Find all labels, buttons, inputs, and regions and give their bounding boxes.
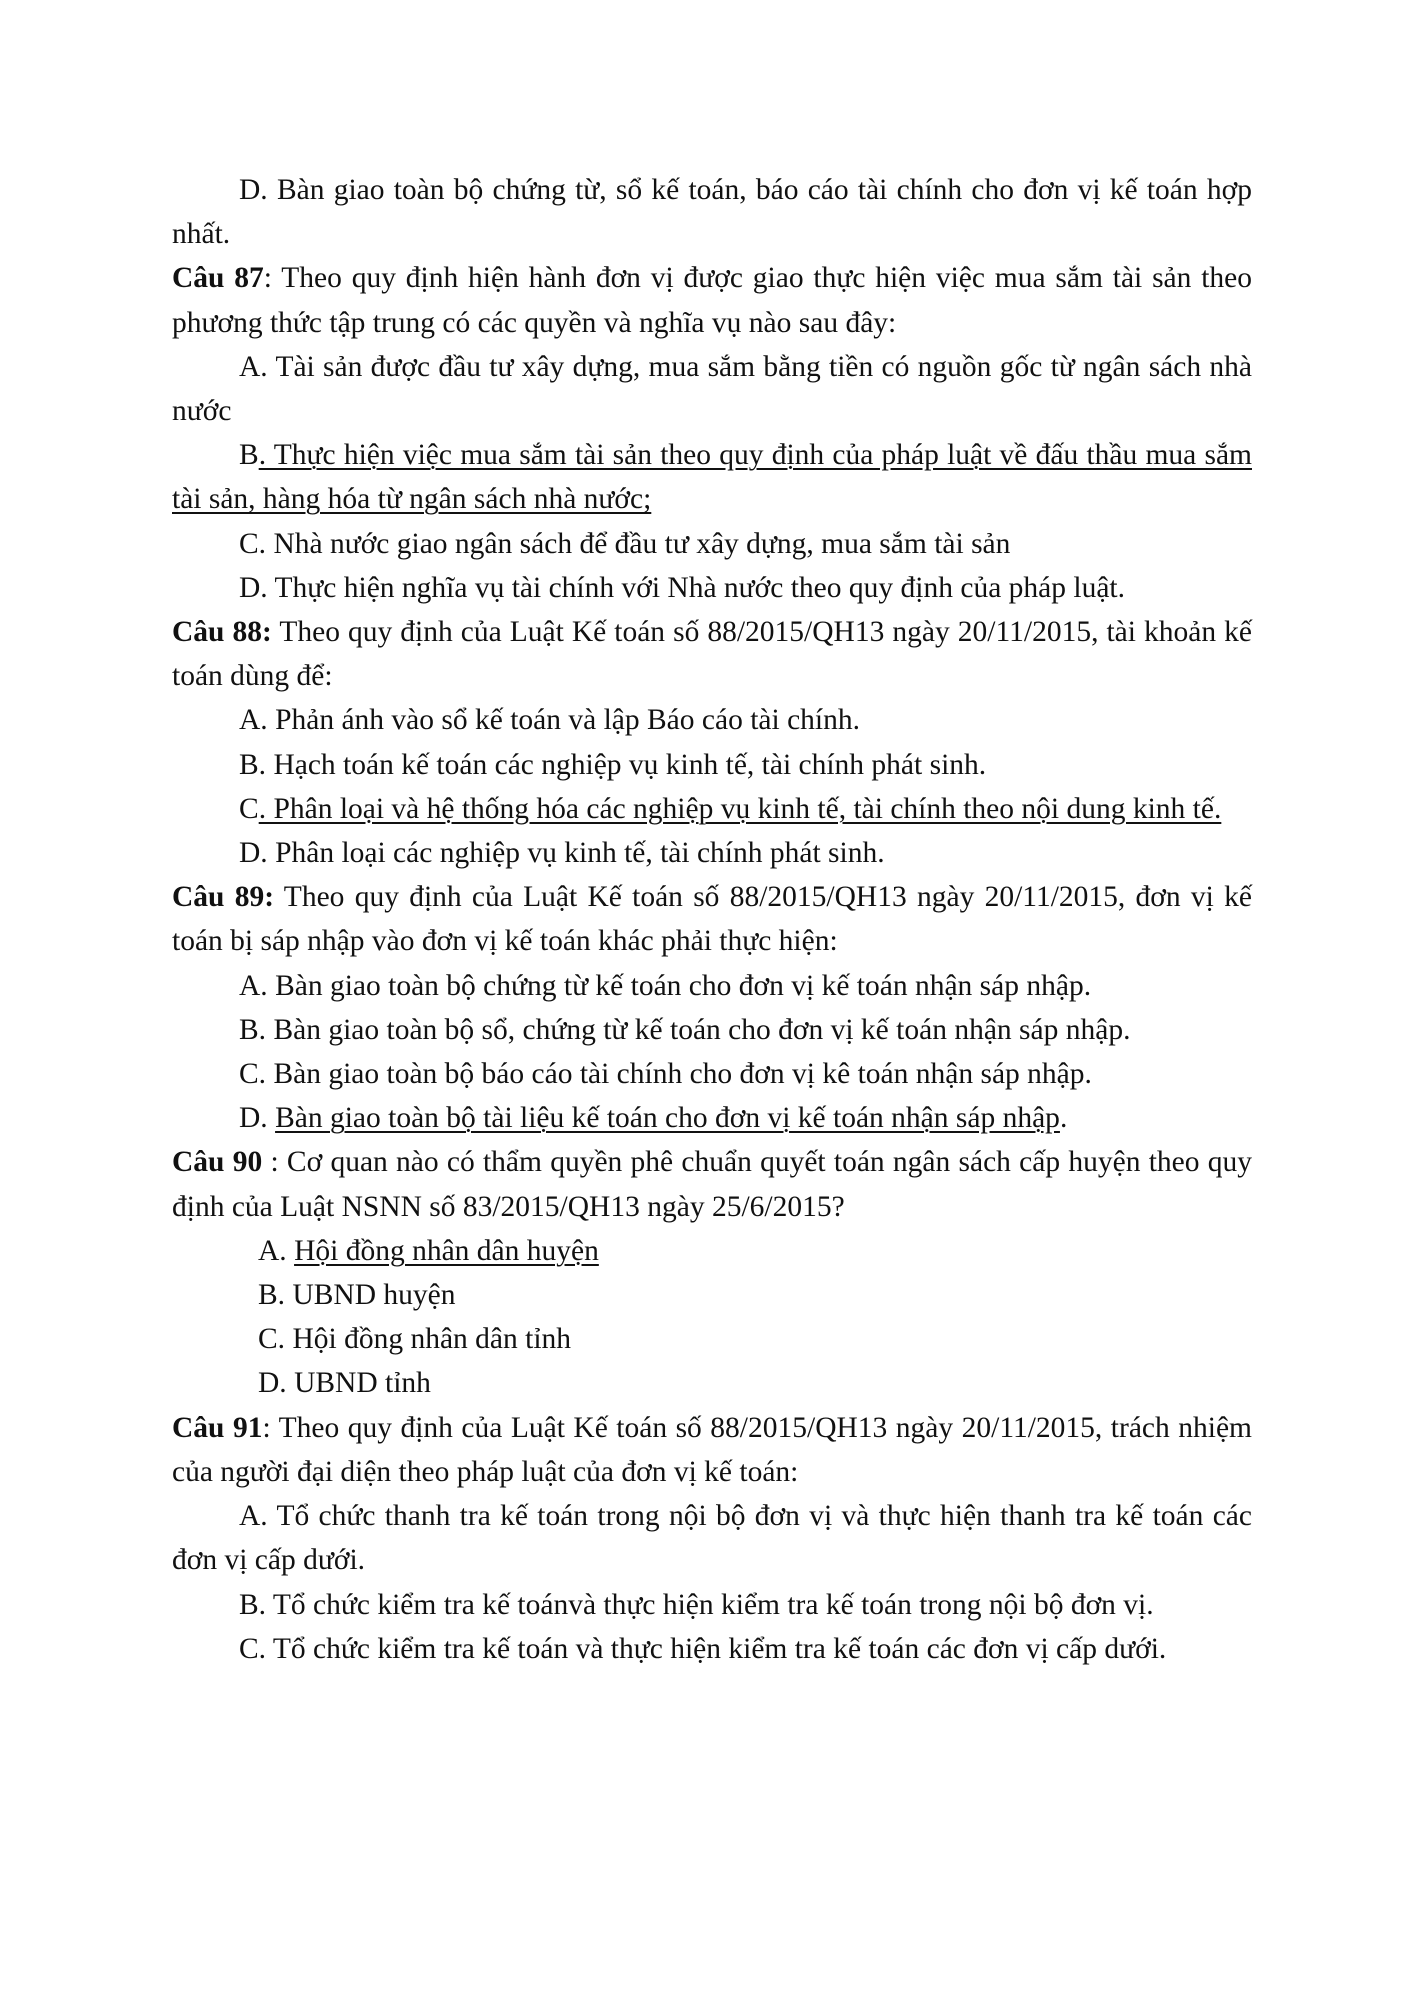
option-text-correct: Hội đồng nhân dân huyện (294, 1234, 599, 1267)
question-label: Câu 89: (172, 881, 275, 914)
question-88-option-d (172, 831, 1252, 875)
question-87-option-b (172, 433, 1252, 521)
question-90 (172, 1140, 1252, 1228)
question-89-option-b (172, 1008, 1252, 1052)
question-87 (172, 256, 1252, 344)
option-letter: A. (239, 969, 276, 1002)
question-87-option-a (172, 345, 1252, 433)
option-text: Phản ánh vào sổ kế toán và lập Báo cáo tài chính. (275, 704, 860, 737)
option-text: Bàn giao toàn bộ sổ, chứng từ kế toán cho đơn vị kế toán nhận sáp nhập. (273, 1013, 1131, 1046)
option-letter: D. (239, 837, 276, 870)
question-label: Câu 88: (172, 616, 272, 649)
question-88 (172, 610, 1252, 698)
question-88-option-b (172, 743, 1252, 787)
option-letter: D. (239, 174, 277, 206)
question-prompt: Theo quy định của Luật Kế toán số 88/2015/QH13 ngày 20/11/2015, tài khoản kế toán dùng để: (172, 616, 1252, 693)
option-letter: D. (258, 1367, 295, 1400)
option-text: Tài sản được đầu tư xây dựng, mua sắm bằng tiền có nguồn gốc từ ngân sách nhà nước (172, 350, 1252, 428)
option-letter: C. (239, 1058, 274, 1091)
question-90-option-c (172, 1317, 1252, 1361)
option-letter: B. (258, 1279, 293, 1312)
option-text: Nhà nước giao ngân sách để đầu tư xây dựng, mua sắm tài sản (273, 527, 1011, 560)
option-text-correct: Bàn giao toàn bộ tài liệu kế toán cho đơn vị kế toán nhận sáp nhập (275, 1102, 1060, 1135)
option-letter: C. (258, 1323, 293, 1356)
question-91 (172, 1406, 1252, 1494)
question-prompt: : Theo quy định hiện hành đơn vị được giao thực hiện việc mua sắm tài sản theo phương thức tập trung có các quyền và nghĩa vụ nào sau đây: (172, 262, 1253, 339)
option-text: Tổ chức thanh tra kế toán trong nội bộ đơn vị và thực hiện thanh tra kế toán các đơn vị cấp dưới. (172, 1500, 1252, 1577)
option-text: Tổ chức kiểm tra kế toánvà thực hiện kiểm tra kế toán trong nội bộ đơn vị. (272, 1588, 1154, 1621)
option-letter: A. (258, 1234, 295, 1267)
question-88-option-c (172, 787, 1252, 831)
option-letter: A. (239, 704, 276, 737)
option-text: Bàn giao toàn bộ chứng từ, sổ kế toán, báo cáo tài chính cho đơn vị kế toán hợp nhất. (172, 174, 1252, 251)
question-89-option-c (172, 1052, 1252, 1096)
option-letter: B (239, 439, 259, 472)
question-prompt: : Cơ quan nào có thẩm quyền phê chuẩn quyết toán ngân sách cấp huyện theo quy định của Luật NSNN số 83/2015/QH13 ngày 25/6/2015? (172, 1146, 1252, 1223)
option-letter: C. (239, 527, 274, 560)
option-letter: C. (239, 1632, 273, 1665)
question-87-option-c (172, 522, 1252, 566)
option-text: UBND tỉnh (294, 1367, 431, 1400)
question-90-option-b (172, 1273, 1252, 1317)
option-text: Phân loại các nghiệp vụ kinh tế, tài chính phát sinh. (275, 837, 885, 870)
question-prompt: Theo quy định của Luật Kế toán số 88/2015/QH13 ngày 20/11/2015, đơn vị kế toán bị sáp nhập vào đơn vị kế toán khác phải thực hiện: (172, 881, 1252, 958)
option-letter: C (239, 792, 259, 825)
option-trail: . (1059, 1102, 1068, 1135)
option-text: UBND huyện (292, 1279, 456, 1312)
question-91-option-b (172, 1583, 1252, 1627)
option-text: Bàn giao toàn bộ chứng từ kế toán cho đơn vị kế toán nhận sáp nhập. (275, 969, 1092, 1002)
option-letter: A. (239, 1500, 277, 1533)
option-letter: B. (239, 748, 274, 781)
option-text-correct: . Thực hiện việc mua sắm tài sản theo quy định của pháp luật về đấu thầu mua sắm tài sản, hàng hóa từ ngân sách nhà nước; (172, 439, 1252, 516)
option-letter: B. (239, 1588, 273, 1621)
question-90-option-d (172, 1361, 1252, 1405)
question-89-option-a (172, 964, 1252, 1008)
question-90-option-a (172, 1229, 1252, 1273)
question-label: Câu 91 (172, 1411, 263, 1444)
option-text: Tổ chức kiểm tra kế toán và thực hiện kiểm tra kế toán các đơn vị cấp dưới. (272, 1632, 1167, 1665)
option-text: Bàn giao toàn bộ báo cáo tài chính cho đơn vị kê toán nhận sáp nhập. (273, 1058, 1092, 1091)
option-letter: B. (239, 1013, 274, 1046)
question-88-option-a (172, 698, 1252, 742)
question-91-option-c (172, 1627, 1252, 1671)
option-text: Hạch toán kế toán các nghiệp vụ kinh tế, tài chính phát sinh. (273, 748, 987, 781)
question-label: Câu 90 (172, 1146, 263, 1179)
document-page (172, 168, 1252, 1671)
option-letter: D. (239, 1102, 276, 1135)
option-text-correct: . Phân loại và hệ thống hóa các nghiệp vụ kinh tế, tài chính theo nội dung kinh tế. (258, 792, 1222, 825)
option-text: Hội đồng nhân dân tỉnh (292, 1323, 572, 1356)
question-89 (172, 875, 1252, 963)
question-prompt: : Theo quy định của Luật Kế toán số 88/2015/QH13 ngày 20/11/2015, trách nhiệm của người đại diện theo pháp luật của đơn vị kế toán: (172, 1411, 1252, 1488)
prev-question-option-d (172, 168, 1252, 256)
option-text: Thực hiện nghĩa vụ tài chính với Nhà nước theo quy định của pháp luật. (274, 571, 1125, 604)
question-89-option-d (172, 1096, 1252, 1140)
question-91-option-a (172, 1494, 1252, 1582)
question-87-option-d (172, 566, 1252, 610)
question-label: Câu 87 (172, 262, 264, 295)
option-letter: D. (239, 571, 275, 604)
option-letter: A. (239, 350, 276, 383)
